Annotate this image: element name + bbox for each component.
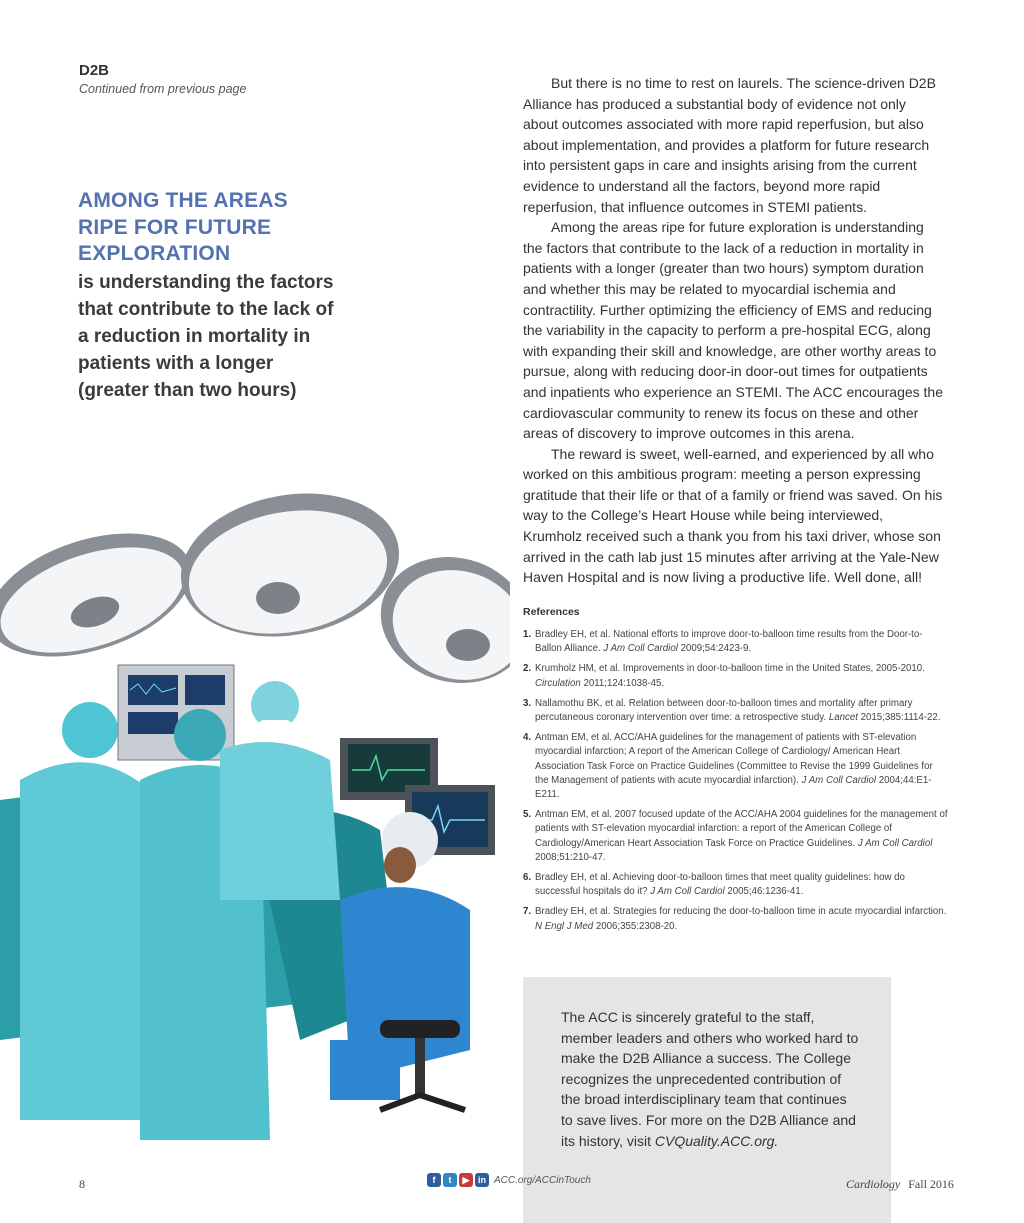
reference-journal: J Am Coll Cardiol [603,643,678,655]
reference-item [523,731,948,802]
reference-journal: J Am Coll Cardiol [801,774,877,786]
reference-number: 2. [523,663,532,675]
surgery-illustration [0,480,510,1170]
acknowledgement-body: The ACC is sincerely grateful to the staff, member leaders and others who worked hard to make the D2B Alliance a success. The College recognizes the unprecedented contribution of the broad interdisciplinary team that continues to save lives. For more on the D2B Alliance and its history, visit [561,1009,859,1149]
reference-item [523,808,948,865]
social-url-link[interactable]: ACC.org/ACCinTouch [494,1175,591,1186]
article-paragraph: The reward is sweet, well-earned, and experienced by all who worked on this ambitious program: meeting a person expressing gratitude that their life or that of a family or friend was saved. On his way to the College’s Heart House while being interviewed, Krumholz received such a thank you from his taxi driver, whose son arrived in the cath lab just 15 minutes after arriving at the Yale-New Haven Hospital and is now living a productive life. Well done, all! [523,445,943,586]
pull-quote [78,188,338,404]
continued-note: Continued from previous page [79,82,247,96]
surgical-lamp-icon [170,480,411,653]
pull-quote-headline: AMONG THE AREAS RIPE FOR FUTURE EXPLORATION [78,189,288,265]
reference-citation: 2015;385:1114-22. [857,712,941,724]
issue-date: Fall 2016 [908,1177,954,1191]
reference-citation: 2011;124:1038-45. [580,677,665,689]
reference-citation: 2009;54:2423-9. [677,643,752,655]
reference-journal: J Am Coll Cardiol [650,886,725,898]
section-tag: D2B [79,62,110,79]
references-list [523,628,948,940]
reference-journal: N Engl J Med [535,920,594,932]
reference-number: 7. [523,906,532,918]
reference-citation: 2006;355:2308-20. [593,920,678,932]
acknowledgement-text [561,1007,861,1151]
reference-text: Bradley EH, et al. Achieving door-to-balloon times that meet quality guidelines: how do successful hospitals do it? [535,872,905,898]
reference-journal: J Am Coll Cardiol [857,837,933,849]
cvquality-link[interactable]: CVQuality.ACC.org. [654,1132,779,1149]
pull-quote-body: is understanding the factors that contribute to the lack of a reduction in mortality in patients with a longer (greater than two hours) [78,271,334,401]
reference-number: 3. [523,697,532,709]
references-title: References [523,606,580,618]
social-icons [427,1173,489,1187]
reference-item [523,628,948,656]
acknowledgement-box [523,977,891,1223]
twitter-icon[interactable]: t [443,1173,457,1187]
article-paragraph: But there is no time to rest on laurels. The science-driven D2B Alliance has produced a substantial body of evidence not only about outcomes associated with more rapid reperfusion, but also about implementation, and provides a platform for future research into persistent gaps in care and insights arising from the current evidence to understand all the factors, beyond more rapid reperfusion, that influence outcomes in STEMI patients. [523,75,936,215]
reference-citation: 2008;51:210-47. [535,851,606,863]
reference-journal: Circulation [535,677,581,689]
article-body [523,73,943,588]
surgeon-figure [20,702,150,1120]
reference-text: Antman EM, et al. ACC/AHA guidelines for the management of patients with ST-elevation myocardial infarction; A report of the American College of Cardiology/ American Heart Association Task Force on Practice Guidelines (Committee to Revise the 1999 Guidelines for the Management of patients with acute myocardial infarction). [535,732,933,786]
reference-text: Krumholz HM, et al. Improvements in door-to-balloon time in the United States, 2005-2010. [535,663,925,675]
surgical-lamp-icon [0,510,207,680]
reference-citation: 2004;44:E1-E211. [535,774,932,801]
reference-journal: Lancet [828,712,858,724]
reference-item [523,905,948,933]
page-number: 8 [79,1177,85,1191]
magazine-name: Cardiology [846,1177,901,1191]
youtube-icon[interactable]: ▶ [459,1173,473,1187]
reference-citation: 2005;46:1236-41. [724,886,804,898]
publication-info [846,1177,954,1192]
reference-number: 4. [523,732,532,744]
reference-text: Nallamothu BK, et al. Relation between door-to-balloon times and mortality after primary percutaneous coronary intervention over time: a retrospective study. [535,697,913,724]
linkedin-icon[interactable]: in [475,1173,489,1187]
reference-item [523,871,948,899]
reference-number: 6. [523,872,532,884]
reference-item [523,697,948,725]
reference-text: Bradley EH, et al. National efforts to improve door-to-balloon time results from the Door-to-Ballon Alliance. [535,629,923,655]
reference-text: Bradley EH, et al. Strategies for reducing the door-to-balloon time in acute myocardial infarction. [535,906,947,918]
reference-item [523,662,948,690]
surgeon-figure [220,681,340,900]
reference-number: 1. [523,629,532,640]
reference-number: 5. [523,809,532,821]
facebook-icon[interactable]: f [427,1173,441,1187]
article-paragraph: Among the areas ripe for future exploration is understanding the factors that contribute to the lack of a reduction in mortality in patients with a longer (greater than two hours) symptom duration and whether this may be related to myocardial ischemia and contractility. Further optimizing the efficiency of EMS and reducing the variability in the capacity to perform a pre-hospital ECG, along with expanding their skill and knowledge, are other worthy areas to pursue, along with reducing door-in door-out times for outpatients and inpatients who experience an STEMI. The ACC encourages the cardiovascular community to renew its focus on these and other areas of discovery to improve outcomes in this arena. [523,219,943,442]
reference-text: Antman EM, et al. 2007 focused update of the ACC/AHA 2004 guidelines for the management of patients with ST-elevation myocardial infarction: a report of the American College of Cardiology/American Heart Association Task Force on Practice Guidelines. [535,809,948,849]
